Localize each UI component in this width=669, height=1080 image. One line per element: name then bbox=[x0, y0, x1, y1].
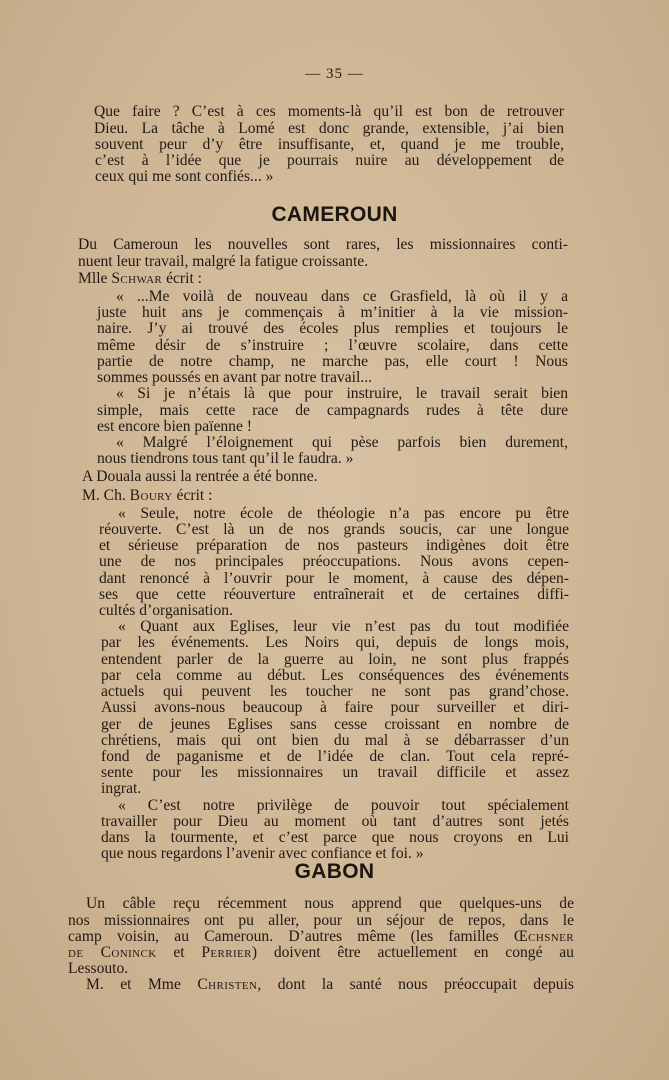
quote-line: « Seule, notre école de théologie n’a pas encore pu être bbox=[118, 505, 569, 522]
quote-line: ger de jeunes Eglises sans cesse croissant en nombre de bbox=[101, 716, 569, 733]
quote-line: ses que cette réouverture entraînerait et de certaines diffi- bbox=[99, 586, 569, 603]
family-name: Œchsner bbox=[513, 928, 574, 945]
quote-line: même désir de s’instruire ; l’œuvre scolaire, dans cette bbox=[97, 337, 568, 354]
text-line: Dieu. La tâche à Lomé est donc grande, extensible, j’ai bien bbox=[94, 120, 564, 137]
quote-line: par les événements. Les Noirs qui, depuis de longs mois, bbox=[101, 634, 569, 651]
quote-line: partie de notre champ, ne marche pas, elle court ! Nous bbox=[97, 353, 568, 370]
quote-line: Aussi avons-nous beaucoup à faire pour surveiller et diri- bbox=[101, 699, 569, 716]
quote-line: sommes poussés en avant par notre travail... bbox=[97, 369, 372, 386]
quote-line: que nous regardons l’avenir avec confiance et foi. » bbox=[101, 845, 424, 862]
text-fragment: et bbox=[156, 944, 202, 961]
quote-line: réouverte. C’est là un de nos grands soucis, car une longue bbox=[99, 521, 569, 538]
text-line: souvent peur d’y être insuffisante, et, quand je me trouble, bbox=[95, 136, 564, 153]
text-line: Un câble reçu récemment nous apprend que quelques-uns de bbox=[86, 895, 574, 912]
family-name: de Coninck bbox=[68, 944, 157, 961]
quote-line: « C’est notre privilège de pouvoir tout spécialement bbox=[118, 797, 569, 814]
quote-line: simple, mais cette race de campagnards rudes à tête dure bbox=[97, 402, 568, 419]
page-number: — 35 — bbox=[305, 66, 364, 82]
quote-line: juste huit ans je commençais à m’initier à la vie mission- bbox=[97, 304, 568, 321]
quote-line: « Malgré l’éloignement qui pèse parfois bien durement, bbox=[116, 434, 568, 451]
text-line: nuent leur travail, malgré la fatigue croissante. bbox=[78, 253, 369, 270]
quote-line: « Si je n’étais là que pour instruire, le travail serait bien bbox=[116, 385, 568, 402]
text-line: c’est à l’idée que je pourrais nuire au développement de bbox=[95, 152, 564, 169]
text-fragment: ) doivent être actuellement en congé au bbox=[251, 944, 574, 961]
quote-line: est encore bien païenne ! bbox=[97, 418, 252, 435]
text-line: Que faire ? C’est à ces moments-là qu’il est bon de retrouver bbox=[94, 103, 564, 120]
quote-line: sente pour les missionnaires un travail difficile et assez bbox=[101, 764, 569, 781]
quote-line: dans la tourmente, et c’est parce que nous croyons en Lui bbox=[101, 829, 569, 846]
author-line-schwar bbox=[78, 270, 278, 287]
quote-line: « Quant aux Eglises, leur vie n’est pas du tout modifiée bbox=[118, 618, 569, 635]
quote-line: nous tiendrons tous tant qu’il le faudra. » bbox=[97, 450, 354, 467]
section-heading-gabon: GABON bbox=[294, 860, 375, 883]
text-fragment: , dont la santé nous préoccupait depuis bbox=[257, 976, 574, 993]
text-fragment: camp voisin, au Cameroun. D’autres même (les familles bbox=[68, 928, 514, 945]
quote-line: chrétiens, mais qui ont bien du mal à se débarrasser d’un bbox=[101, 732, 569, 749]
quote-line: cultés d’organisation. bbox=[99, 602, 233, 619]
family-name: Perrier bbox=[201, 944, 252, 961]
quote-line: entendent parler de la guerre au loin, ne sont plus frappés bbox=[101, 651, 569, 668]
text-line: nos missionnaires ont pu aller, pour un séjour de repos, dans le bbox=[68, 912, 574, 929]
text-fragment: M. et Mme bbox=[86, 976, 198, 993]
quote-line: par cela comme au début. Les conséquences des événements bbox=[101, 667, 569, 684]
quote-line: fond de paganisme et de l’idée de clan. Tout cela repré- bbox=[101, 748, 569, 765]
text-line: Du Cameroun les nouvelles sont rares, les missionnaires conti- bbox=[78, 236, 568, 253]
author-suffix: écrit : bbox=[172, 487, 213, 504]
section-heading-cameroun: CAMEROUN bbox=[271, 203, 398, 226]
author-line-boury bbox=[82, 487, 302, 504]
author-prefix: Mlle bbox=[78, 270, 112, 287]
quote-line: une de nos principales préoccupations. Nous avons cepen- bbox=[99, 553, 569, 570]
person-name: Christen bbox=[197, 976, 258, 993]
text-line bbox=[68, 928, 574, 945]
author-suffix: écrit : bbox=[162, 270, 203, 287]
author-name: Boury bbox=[129, 487, 173, 504]
author-name: Schwar bbox=[111, 270, 163, 287]
quote-line: actuels qui peuvent les toucher ne sont pas grand’chose. bbox=[101, 683, 569, 700]
author-prefix: M. Ch. bbox=[82, 487, 130, 504]
text-line bbox=[86, 976, 574, 993]
text-line: ceux qui me sont confiés... » bbox=[95, 168, 274, 185]
text-line: A Douala aussi la rentrée a été bonne. bbox=[82, 468, 318, 485]
quote-line: et sérieuse préparation de nos pasteurs indigènes doit être bbox=[99, 537, 569, 554]
text-line: Lessouto. bbox=[68, 960, 129, 977]
text-line bbox=[68, 944, 574, 961]
quote-line: dant renoncé à l’ouvrir pour le moment, à cause des dépen- bbox=[99, 570, 569, 587]
quote-line: ingrat. bbox=[101, 780, 142, 797]
quote-line: « ...Me voilà de nouveau dans ce Grasfield, là où il y a bbox=[116, 288, 568, 305]
quote-line: travailler pour Dieu au moment où tant d’autres sont jetés bbox=[101, 813, 569, 830]
quote-line: naire. J’y ai trouvé des écoles plus remplies et toujours le bbox=[97, 320, 568, 337]
